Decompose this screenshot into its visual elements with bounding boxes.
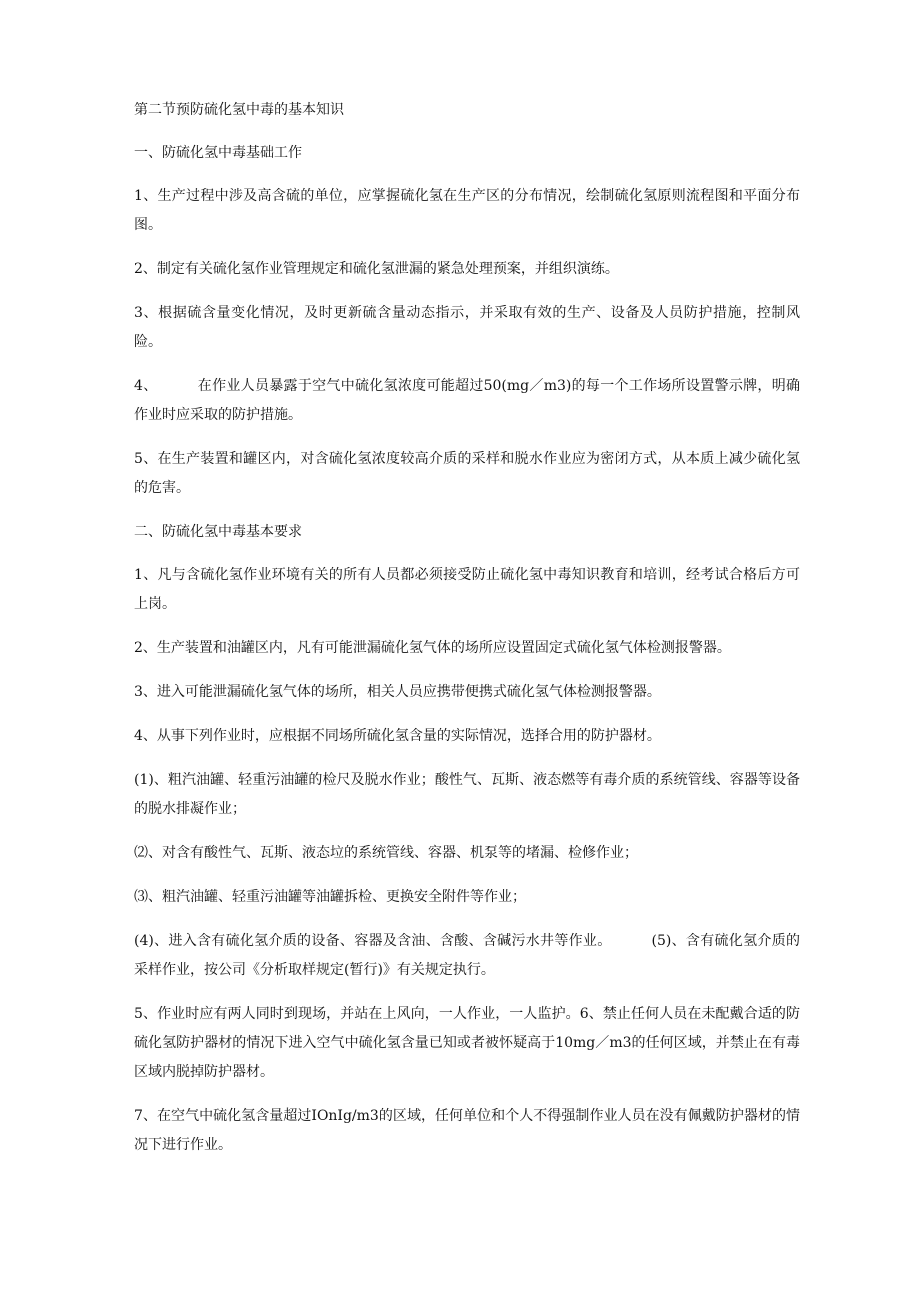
section1-item-5: 5、在生产装置和罐区内，对含硫化氢浓度较高介质的采样和脱水作业应为密闭方式，从本质上减少硫化氢的危害。 bbox=[134, 451, 800, 496]
section1-heading: 一、防硫化氢中毒基础工作 bbox=[134, 145, 302, 161]
section1-item-1: 1、生产过程中涉及高含硫的单位，应掌握硫化氢在生产区的分布情况，绘制硫化氢原则流程图和平面分布图。 bbox=[134, 188, 800, 233]
section2-item-4-4-text: (4)、进入含有硫化氢介质的设备、容器及含油、含酸、含碱污水井等作业。 bbox=[134, 933, 612, 949]
section-title: 第二节预防硫化氢中毒的基本知识 bbox=[134, 102, 344, 118]
section2-item-7: 7、在空气中硫化氢含量超过IOnIg/m3的区域，任何单位和个人不得强制作业人员在没有佩戴防护器材的情况下进行作业。 bbox=[134, 1108, 800, 1153]
section2-item-3: 3、进入可能泄漏硫化氢气体的场所，相关人员应携带便携式硫化氢气体检测报警器。 bbox=[134, 684, 661, 700]
section1-item-4 bbox=[134, 372, 800, 430]
section1-item-4-text: 在作业人员暴露于空气中硫化氢浓度可能超过50(mg／m3)的每一个工作场所设置警示牌，明确作业时应采取的防护措施。 bbox=[134, 378, 800, 423]
section2-item-1: 1、凡与含硫化氢作业环境有关的所有人员都必须接受防止硫化氢中毒知识教育和培训，经考试合格后方可上岗。 bbox=[134, 567, 800, 612]
section2-item-4-4 bbox=[134, 927, 800, 985]
section2-item-5-6: 5、作业时应有两人同时到现场，并站在上风向，一人作业，一人监护。6、禁止任何人员在未配戴合适的防硫化氢防护器材的情况下进入空气中硫化氢含量已知或者被怀疑高于10mg／m3的任何区域，并禁止在有毒区域内脱掉防护器材。 bbox=[134, 1006, 800, 1080]
section1-item-3: 3、根据硫含量变化情况，及时更新硫含量动态指示，并采取有效的生产、设备及人员防护措施，控制风险。 bbox=[134, 305, 800, 350]
section2-item-4-3: ⑶、粗汽油罐、轻重污油罐等油罐拆检、更换安全附件等作业； bbox=[134, 889, 526, 905]
section1-item-2: 2、制定有关硫化氢作业管理规定和硫化氢泄漏的紧急处理预案，并组织演练。 bbox=[134, 261, 619, 277]
section2-heading: 二、防硫化氢中毒基本要求 bbox=[134, 524, 302, 540]
section2-item-2: 2、生产装置和油罐区内，凡有可能泄漏硫化氢气体的场所应设置固定式硫化氢气体检测报警器。 bbox=[134, 640, 731, 656]
section2-item-4: 4、从事下列作业时，应根据不同场所硫化氢含量的实际情况，选择合用的防护器材。 bbox=[134, 728, 661, 744]
section2-item-4-5-text: (5)、含有硫化氢介质的采样作业，按公司《分析取样规定(暂行)》有关规定执行。 bbox=[134, 933, 800, 978]
section1-item-4-number: 4、 bbox=[134, 378, 158, 394]
section2-item-4-2: ⑵、对含有酸性气、瓦斯、液态垃的系统管线、容器、机泵等的堵漏、检修作业； bbox=[134, 845, 638, 861]
section2-item-4-1: (1)、粗汽油罐、轻重污油罐的检尺及脱水作业；酸性气、瓦斯、液态燃等有毒介质的系统管线、容器等设备的脱水排凝作业； bbox=[134, 772, 800, 817]
